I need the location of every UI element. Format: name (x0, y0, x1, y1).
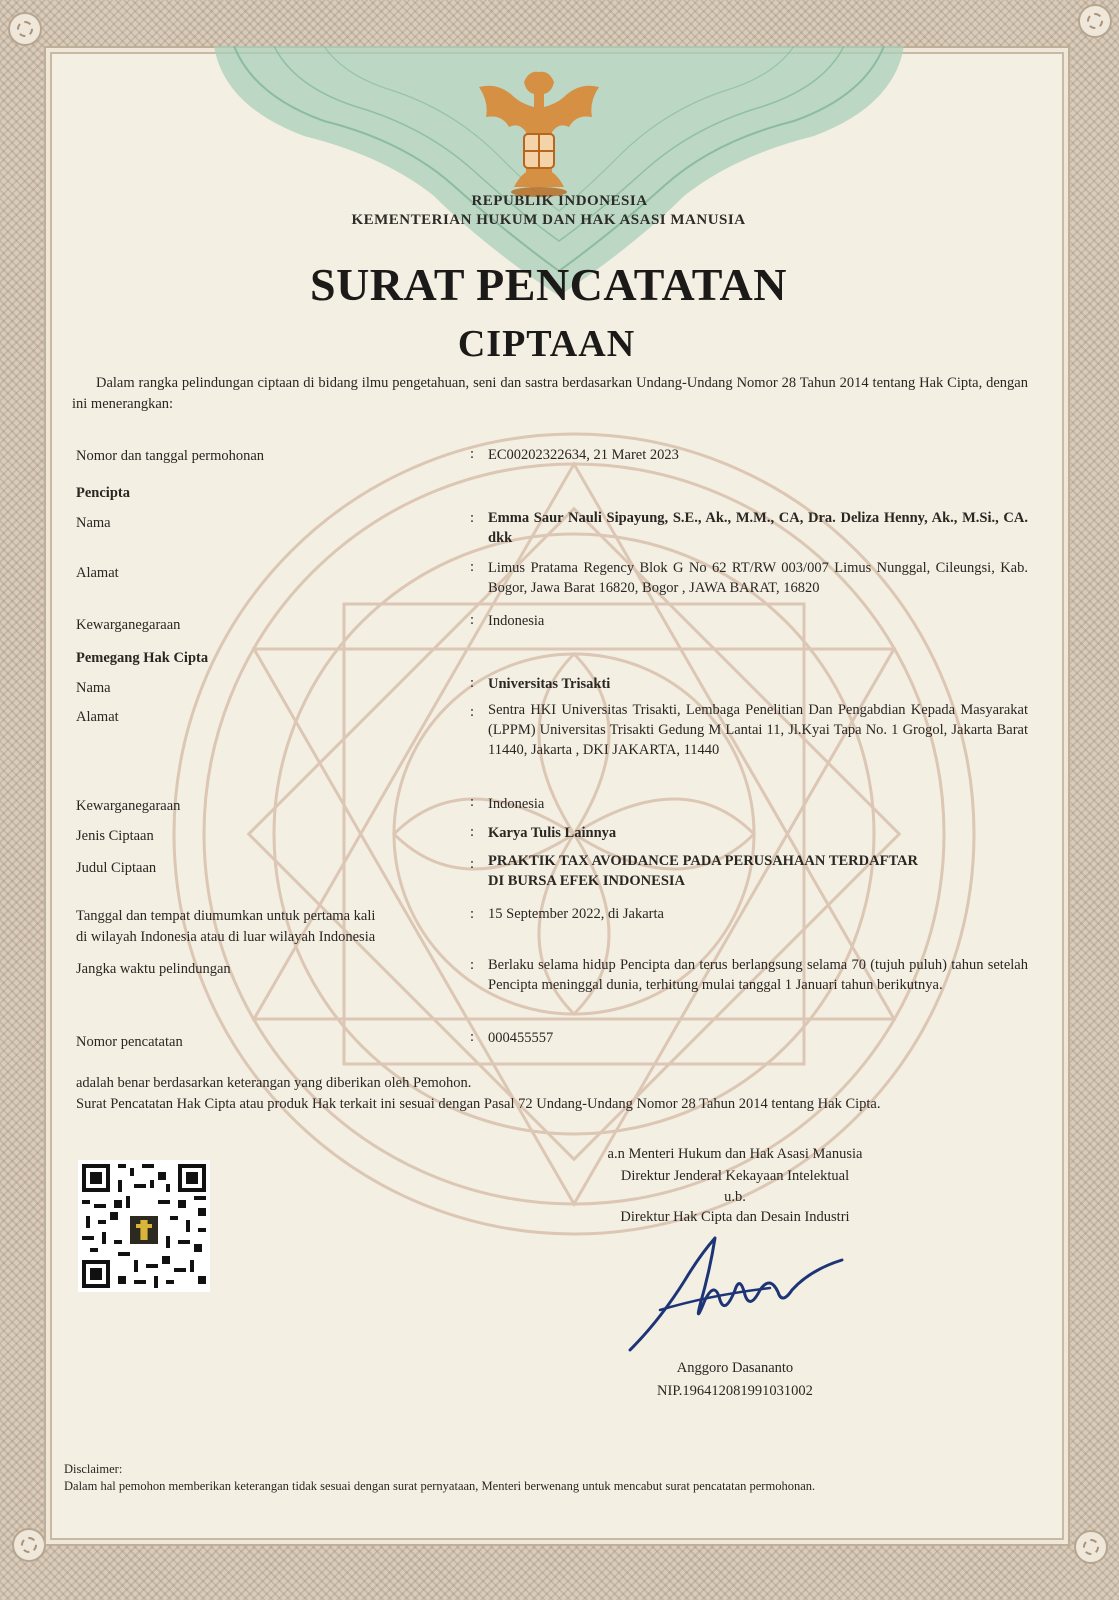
closing-line1: adalah benar berdasarkan keterangan yang diberikan oleh Pemohon. (76, 1075, 472, 1091)
ministry-heading: KEMENTERIAN HUKUM DAN HAK ASASI MANUSIA (351, 212, 746, 228)
first-publication-value: 15 September 2022, di Jakarta (488, 906, 664, 922)
closing-statement (76, 1073, 1032, 1115)
corner-ornament-bl (12, 1528, 46, 1562)
holder-name-label: Nama (76, 680, 111, 696)
colon: : (470, 957, 475, 973)
holder-citizenship-label: Kewarganegaraan (76, 798, 181, 814)
first-publication-label-line1: Tanggal dan tempat diumumkan untuk pertama kali (76, 908, 376, 924)
corner-ornament-tl (8, 12, 42, 46)
colon: : (470, 675, 475, 691)
qr-code[interactable] (78, 1160, 210, 1292)
republic-heading: REPUBLIK INDONESIA (471, 193, 648, 209)
corner-ornament-br (1074, 1530, 1108, 1564)
protection-period-label: Jangka waktu pelindungan (76, 961, 231, 977)
colon: : (470, 794, 475, 810)
garuda-emblem-icon (464, 52, 614, 202)
colon: : (470, 559, 475, 575)
colon: : (470, 704, 475, 720)
holder-address-label: Alamat (76, 709, 119, 725)
signatory-nip: NIP.196412081991031002 (657, 1383, 813, 1399)
corner-ornament-tr (1078, 4, 1112, 38)
application-value: EC00202322634, 21 Maret 2023 (488, 447, 679, 463)
document-subtitle: CIPTAAN (457, 323, 636, 365)
colon: : (470, 510, 475, 526)
work-type-value: Karya Tulis Lainnya (488, 825, 617, 841)
disclaimer-heading: Disclaimer: (64, 1462, 123, 1476)
signatory-line1: a.n Menteri Hukum dan Hak Asasi Manusia (607, 1146, 863, 1162)
colon: : (470, 446, 475, 462)
creator-citizenship-label: Kewarganegaraan (76, 617, 181, 633)
colon: : (470, 856, 475, 872)
colon: : (470, 612, 475, 628)
first-publication-label-line2: di wilayah Indonesia atau di luar wilayah Indonesia (76, 929, 376, 945)
colon: : (470, 906, 475, 922)
protection-period-value: Berlaku selama hidup Pencipta dan terus berlangsung selama 70 (tujuh puluh) tahun setelah Pencipta meninggal dunia, terhitung mulai tanggal 1 Januari tahun berikutnya. (488, 957, 1028, 993)
holder-citizenship-value: Indonesia (488, 796, 545, 812)
signatory-line3: u.b. (724, 1189, 746, 1205)
holder-address-value: Sentra HKI Universitas Trisakti, Lembaga Penelitian Dan Pengabdian Kepada Masyarakat (LPPM) Universitas Trisakti Gedung M Lantai 11, Jl.Kyai Tapa No. 1 Grogol, Jakarta Barat 11440, Jakarta , DKI JAKARTA, 11440 (488, 702, 1028, 758)
colon: : (470, 1029, 475, 1045)
creator-address-label: Alamat (76, 565, 119, 581)
document-title: SURAT PENCATATAN (310, 259, 787, 310)
work-title-label: Judul Ciptaan (76, 860, 157, 876)
colon: : (470, 824, 475, 840)
holder-heading: Pemegang Hak Cipta (76, 650, 209, 666)
work-title-value: PRAKTIK TAX AVOIDANCE PADA PERUSAHAAN TERDAFTAR DI BURSA EFEK INDONESIA (488, 853, 918, 889)
intro-paragraph: Dalam rangka pelindungan ciptaan di bidang ilmu pengetahuan, seni dan sastra berdasarkan Undang-Undang Nomor 28 Tahun 2014 tentang Hak Cipta, dengan ini menerangkan: (72, 375, 1028, 412)
handwritten-signature (620, 1230, 850, 1360)
signatory-line4: Direktur Hak Cipta dan Desain Industri (620, 1209, 850, 1225)
creator-address-value: Limus Pratama Regency Blok G No 62 RT/RW 003/007 Limus Nunggal, Cileungsi, Kab. Bogor, Jawa Barat 16820, Bogor , JAWA BARAT, 16820 (488, 560, 1028, 596)
holder-name-value: Universitas Trisakti (488, 676, 611, 692)
work-type-label: Jenis Ciptaan (76, 828, 154, 844)
creator-heading: Pencipta (76, 485, 130, 501)
signatory-line2: Direktur Jenderal Kekayaan Intelektual (620, 1168, 850, 1184)
record-number-label: Nomor pencatatan (76, 1034, 183, 1050)
record-number-value: 000455557 (488, 1030, 554, 1046)
application-label: Nomor dan tanggal permohonan (76, 448, 265, 464)
signatory-name: Anggoro Dasananto (676, 1360, 794, 1376)
creator-name-value: Emma Saur Nauli Sipayung, S.E., Ak., M.M., CA, Dra. Deliza Henny, Ak., M.Si., CA. dkk (488, 510, 1028, 546)
creator-name-label: Nama (76, 515, 111, 531)
closing-line2: Surat Pencatatan Hak Cipta atau produk Hak terkait ini sesuai dengan Pasal 72 Undang-Undang Nomor 28 Tahun 2014 tentang Hak Cipta. (76, 1096, 881, 1112)
disclaimer-text: Dalam hal pemohon memberikan keterangan tidak sesuai dengan surat pernyataan, Menteri berwenang untuk mencabut surat pencatatan permohonan. (64, 1479, 816, 1493)
creator-citizenship-value: Indonesia (488, 613, 545, 629)
